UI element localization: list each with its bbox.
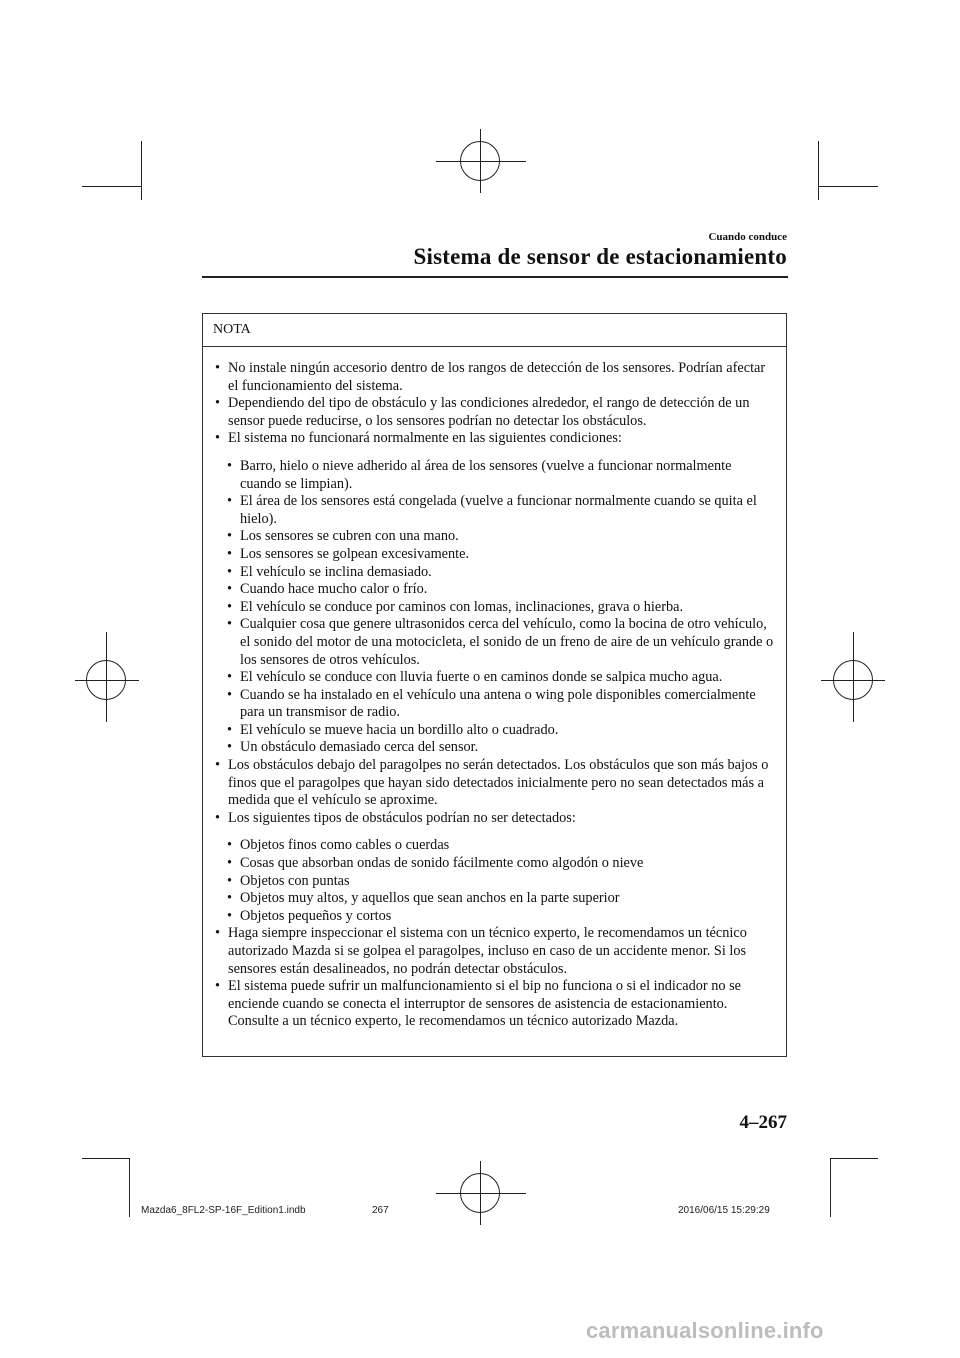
note-subitem (215, 908, 774, 926)
note-subitem (215, 873, 774, 891)
bullet-icon: • (227, 545, 233, 562)
note-subitem (215, 722, 774, 740)
note-item (203, 757, 786, 810)
bullet-icon: • (227, 686, 233, 703)
note-item-text: Dependiendo del tipo de obstáculo y las condiciones alrededor, el rango de detección de un sensor puede reducirse, o los sensores podrían no detectar los obstáculos. (228, 395, 750, 429)
note-item-text: El sistema no funcionará normalmente en las siguientes condiciones: (228, 430, 622, 447)
note-subitem-text: Los sensores se cubren con una mano. (240, 528, 459, 545)
note-subitem-text: Objetos finos como cables o cuerdas (240, 837, 450, 854)
footer-filename: Mazda6_8FL2-SP-16F_Edition1.indb (141, 1205, 306, 1216)
note-subitem-text: El vehículo se mueve hacia un bordillo alto o cuadrado. (240, 721, 559, 738)
note-item-text: Haga siempre inspeccionar el sistema con un técnico experto, le recomendamos un técnico autorizado Mazda si se golpea el paragolpes, incluso en caso de un accidente menor. Si los sensores están desalineados, no podrán detectar obstáculos. (228, 925, 747, 977)
note-item (203, 925, 786, 978)
bullet-icon: • (227, 872, 233, 889)
bullet-icon: • (215, 925, 221, 942)
bullet-icon: • (227, 837, 233, 854)
note-sublist (215, 448, 774, 757)
page-number: 4–267 (739, 1112, 787, 1133)
note-subitem (215, 546, 774, 564)
note-subitem (215, 739, 774, 757)
bullet-icon: • (227, 739, 233, 756)
note-subitem-text: El área de los sensores está congelada (vuelve a funcionar normalmente cuando se quita el hielo). (240, 493, 757, 527)
note-item (203, 430, 786, 757)
note-item (203, 810, 786, 926)
bullet-icon: • (227, 528, 233, 545)
note-subitem-text: Un obstáculo demasiado cerca del sensor. (240, 739, 479, 756)
note-subitem (215, 564, 774, 582)
note-subitem-text: El vehículo se inclina demasiado. (240, 563, 432, 580)
note-subitem (215, 837, 774, 855)
note-subitem (215, 890, 774, 908)
note-sublist (215, 827, 774, 925)
note-subitem-text: Cualquier cosa que genere ultrasonidos cerca del vehículo, como la bocina de otro vehículo, el sonido del motor de una motocicleta, el sonido de un freno de aire de un vehículo grande o los sensores de otros vehículos. (240, 616, 774, 668)
note-item (203, 395, 786, 430)
note-subitem (215, 616, 774, 669)
page-title: Sistema de sensor de estacionamiento (413, 244, 787, 269)
note-subitem-text: Cuando hace mucho calor o frío. (240, 581, 428, 598)
note-header (203, 314, 786, 347)
note-subitem-text: Objetos muy altos, y aquellos que sean anchos en la parte superior (240, 890, 620, 907)
bullet-icon: • (227, 907, 233, 924)
note-item (203, 978, 786, 1031)
bullet-icon: • (215, 978, 221, 995)
note-subitem-text: El vehículo se conduce con lluvia fuerte o en caminos donde se salpica mucho agua. (240, 669, 723, 686)
note-subitem (215, 687, 774, 722)
note-body (203, 360, 786, 1031)
note-subitem-text: Los sensores se golpean excesivamente. (240, 545, 470, 562)
footer-page: 267 (372, 1205, 389, 1216)
note-subitem-text: Cosas que absorban ondas de sonido fácilmente como algodón o nieve (240, 855, 644, 872)
note-subitem (215, 458, 774, 493)
note-subitem-text: Barro, hielo o nieve adherido al área de los sensores (vuelve a funcionar normalmente cuando se limpian). (240, 457, 732, 492)
bullet-icon: • (227, 855, 233, 872)
bullet-icon: • (215, 757, 221, 774)
note-list (203, 360, 786, 1031)
note-subitem (215, 599, 774, 617)
bullet-icon: • (227, 563, 233, 580)
footer-timestamp: 2016/06/15 15:29:29 (678, 1205, 770, 1216)
note-subitem-text: Objetos pequeños y cortos (240, 907, 392, 924)
note-subitem (215, 855, 774, 873)
bullet-icon: • (215, 430, 221, 447)
bullet-icon: • (227, 721, 233, 738)
section-label: Cuando conduce (708, 231, 787, 243)
note-item-text: Los siguientes tipos de obstáculos podrían no ser detectados: (228, 809, 576, 826)
note-box (202, 313, 787, 1057)
bullet-icon: • (215, 809, 221, 826)
bullet-icon: • (215, 360, 221, 376)
note-item-text: Los obstáculos debajo del paragolpes no serán detectados. Los obstáculos que son más bajos o finos que el paragolpes que hayan sido detectados inicialmente pero no sean detectados más a medida que el vehículo se aproxime. (228, 757, 769, 809)
bullet-icon: • (227, 890, 233, 907)
bullet-icon: • (227, 669, 233, 686)
watermark: carmanualsonline.info (586, 1318, 824, 1343)
title-divider (202, 276, 788, 278)
note-item-text: El sistema puede sufrir un malfuncionamiento si el bip no funciona o si el indicador no se enciende cuando se conecta el interruptor de sensores de asistencia de estacionamiento. Consulte a un técnico experto, le recomendamos un técnico autorizado Mazda. (228, 978, 741, 1030)
note-subitem-text: Cuando se ha instalado en el vehículo una antena o wing pole disponibles comercialmente para un transmisor de radio. (240, 686, 756, 721)
bullet-icon: • (227, 616, 233, 633)
bullet-icon: • (215, 395, 221, 412)
note-subitem (215, 581, 774, 599)
note-subitem (215, 493, 774, 528)
note-subitem (215, 669, 774, 687)
note-label: NOTA (213, 322, 251, 337)
note-item (203, 360, 786, 395)
note-item-text: No instale ningún accesorio dentro de los rangos de detección de los sensores. Podrían afectar el funcionamiento del sistema. (228, 360, 766, 394)
bullet-icon: • (227, 598, 233, 615)
bullet-icon: • (227, 457, 233, 474)
note-subitem (215, 528, 774, 546)
bullet-icon: • (227, 581, 233, 598)
bullet-icon: • (227, 493, 233, 510)
note-subitem-text: Objetos con puntas (240, 872, 350, 889)
note-subitem-text: El vehículo se conduce por caminos con lomas, inclinaciones, grava o hierba. (240, 598, 684, 615)
